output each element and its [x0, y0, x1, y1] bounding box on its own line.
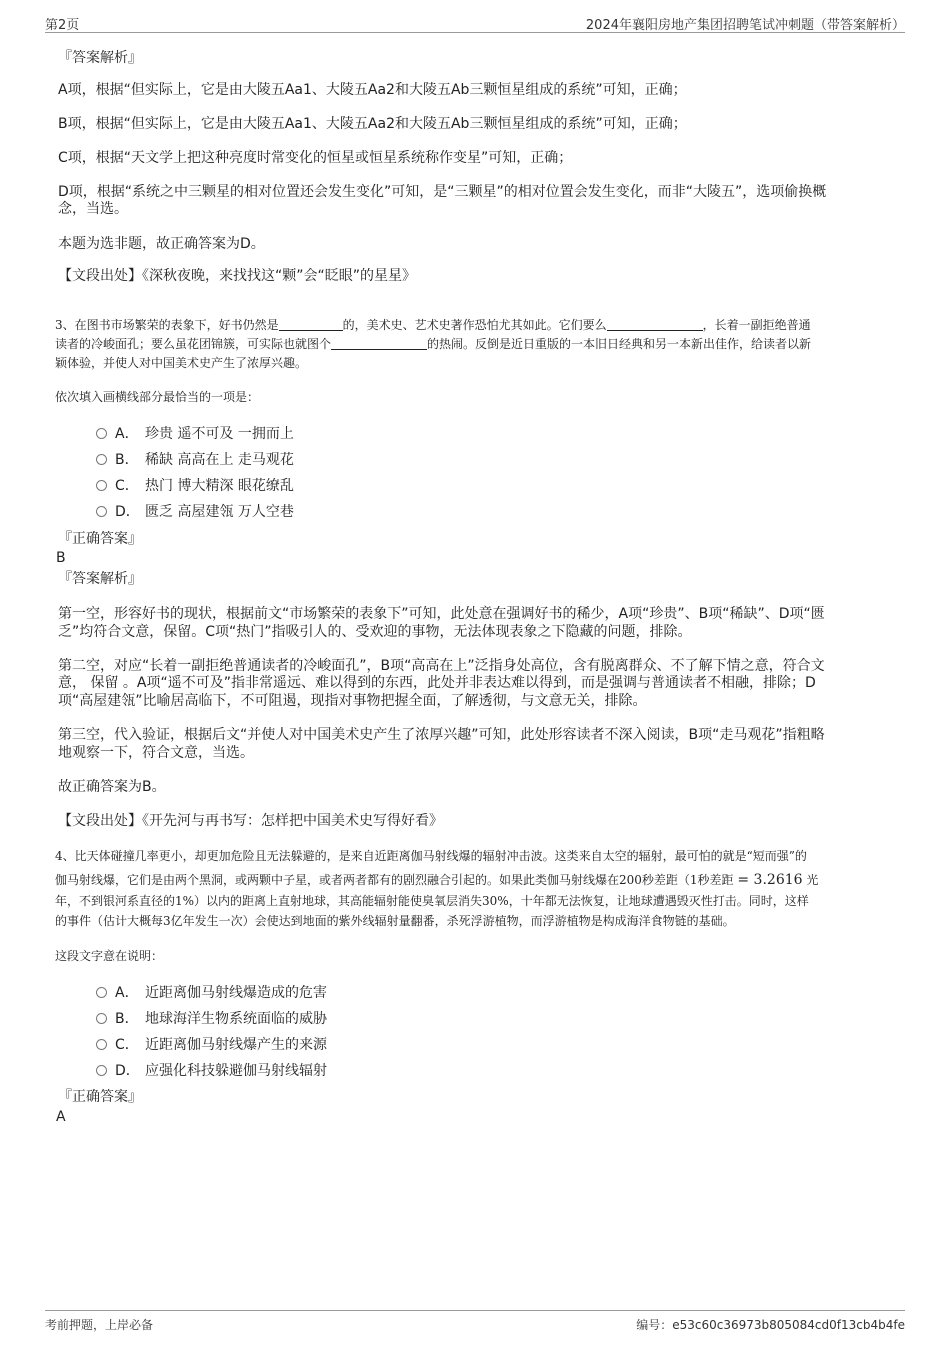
q2-analysis-a: A项，根据“但实际上，它是由大陵五Aa1、大陵五Aa2和大陵五Ab三颗恒星组成的系统”可知，正确； [58, 82, 687, 98]
radio-icon[interactable] [96, 480, 107, 491]
q3-option-a[interactable]: A． 珍贵 遥不可及 一拥而上 [96, 425, 294, 443]
page-number: 第2页 [45, 18, 80, 33]
math-formula: = 3.2616 [737, 872, 803, 888]
q3-answer-label: 『正确答案』 [58, 531, 142, 547]
q4-prompt: 这段文字意在说明： [55, 949, 164, 963]
radio-icon[interactable] [96, 987, 107, 998]
q3-analysis-label: 『答案解析』 [58, 571, 142, 587]
q2-analysis-label: 『答案解析』 [58, 50, 142, 66]
radio-icon[interactable] [96, 1065, 107, 1076]
q4-stem-line4: 的事件（估计大概每3亿年发生一次）会使达到地面的紫外线辐射量翻番，杀死浮游植物，而浮游植物是构成海洋食物链的基础。 [55, 914, 735, 928]
q2-analysis-d-line2: 念，当选。 [58, 201, 128, 217]
q4-option-d[interactable]: D． 应强化科技躲避伽马射线辐射 [96, 1062, 327, 1080]
radio-icon[interactable] [96, 454, 107, 465]
blank-3 [331, 337, 427, 350]
q3-analysis-p2-line2: 意， 保留 。A项“遥不可及”指非常遥远、难以得到的东西，此处并非表达难以得到，而是强调与普通读者不相融，排除；D [58, 675, 816, 691]
q2-analysis-c: C项，根据“天文学上把这种亮度时常变化的恒星或恒星系统称作变星”可知，正确； [58, 150, 573, 166]
q4-stem-line3: 年，不到银河系直径的1%）以内的距离上直射地球，其高能辐射能使臭氧层消失30%，十年都无法恢复，让地球遭遇毁灭性打击。同时，这样 [55, 894, 809, 908]
q3-analysis-p3-line1: 第三空，代入验证，根据后文“并使人对中国美术史产生了浓厚兴趣”可知，此处形容读者不深入阅读，B项“走马观花”指粗略 [58, 727, 825, 743]
q3-analysis-p2-line3: 项“高屋建瓴”比喻居高临下，不可阻遏，现指对事物把握全面，了解透彻，与文意无关，排除。 [58, 693, 647, 709]
blank-2 [607, 318, 703, 331]
q3-analysis-p1-line2: 乏”均符合文意，保留。C项“热门”指吸引人的、受欢迎的事物，无法体现表象之下隐藏的问题，排除。 [58, 624, 692, 640]
q3-stem-line1: 3、在图书市场繁荣的表象下，好书仍然是 的，美术史、艺术史著作恐怕尤其如此。它们要么 ，长着一副拒绝普通 [55, 318, 811, 332]
page-header [45, 14, 905, 33]
blank-1 [279, 318, 343, 331]
q3-stem-line2: 读者的冷峻面孔；要么虽花团锦簇，可实际也就图个 的热闹。反倒是近日重版的一本旧日经典和另一本新出佳作，给读者以新 [55, 337, 812, 351]
q4-answer: A [56, 1109, 66, 1125]
q4-option-a[interactable]: A． 近距离伽马射线爆造成的危害 [96, 984, 327, 1002]
q3-prompt: 依次填入画横线部分最恰当的一项是： [55, 390, 260, 404]
footer-slogan: 考前押题，上岸必备 [45, 1318, 154, 1332]
q3-option-d[interactable]: D． 匮乏 高屋建瓴 万人空巷 [96, 503, 294, 521]
q4-answer-label: 『正确答案』 [58, 1089, 142, 1105]
document-code: 编号：e53c60c36973b805084cd0f13cb4b4fe [636, 1318, 905, 1332]
q2-analysis-d-line1: D项，根据“系统之中三颗星的相对位置还会发生变化”可知，是“三颗星”的相对位置会发生变化，而非“大陵五”，选项偷换概 [58, 184, 827, 200]
radio-icon[interactable] [96, 1039, 107, 1050]
q3-analysis-p3-line2: 地观察一下，符合文意，当选。 [58, 745, 254, 761]
document-title: 2024年襄阳房地产集团招聘笔试冲刺题（带答案解析） [585, 18, 905, 33]
q4-option-b[interactable]: B． 地球海洋生物系统面临的威胁 [96, 1010, 327, 1028]
q2-source: 【文段出处】《深秋夜晚，来找找这“颗”会“眨眼”的星星》 [58, 268, 417, 284]
q4-option-c[interactable]: C． 近距离伽马射线爆产生的来源 [96, 1036, 327, 1054]
radio-icon[interactable] [96, 506, 107, 517]
page-footer [45, 1310, 905, 1335]
radio-icon[interactable] [96, 428, 107, 439]
q2-analysis-b: B项，根据“但实际上，它是由大陵五Aa1、大陵五Aa2和大陵五Ab三颗恒星组成的系统”可知，正确； [58, 116, 687, 132]
q3-conclusion: 故正确答案为B。 [58, 779, 166, 795]
q3-source: 【文段出处】《开先河与再书写：怎样把中国美术史写得好看》 [58, 813, 443, 829]
q3-stem-line3: 颖体验，并使人对中国美术史产生了浓厚兴趣。 [55, 356, 308, 370]
q3-answer: B [56, 550, 66, 566]
q4-stem-line2: 伽马射线爆，它们是由两个黑洞，或两颗中子星，或者两者都有的剧烈融合引起的。如果此类伽马射线爆在200秒差距（1秒差距 = 3.2616 光 [55, 872, 819, 888]
q4-stem-line1: 4、比天体碰撞几率更小，却更加危险且无法躲避的，是来自近距离伽马射线爆的辐射冲击波。这类来自太空的辐射，最可怕的就是“短而强”的 [55, 849, 807, 863]
radio-icon[interactable] [96, 1013, 107, 1024]
q2-conclusion: 本题为选非题，故正确答案为D。 [58, 236, 265, 252]
q3-analysis-p2-line1: 第二空，对应“长着一副拒绝普通读者的冷峻面孔”，B项“高高在上”泛指身处高位，含有脱离群众、不了解下情之意，符合文 [58, 658, 825, 674]
q3-option-c[interactable]: C． 热门 博大精深 眼花缭乱 [96, 477, 294, 495]
q3-option-b[interactable]: B． 稀缺 高高在上 走马观花 [96, 451, 294, 469]
q3-analysis-p1-line1: 第一空，形容好书的现状，根据前文“市场繁荣的表象下”可知，此处意在强调好书的稀少，A项“珍贵”、B项“稀缺”、D项“匮 [58, 606, 825, 622]
